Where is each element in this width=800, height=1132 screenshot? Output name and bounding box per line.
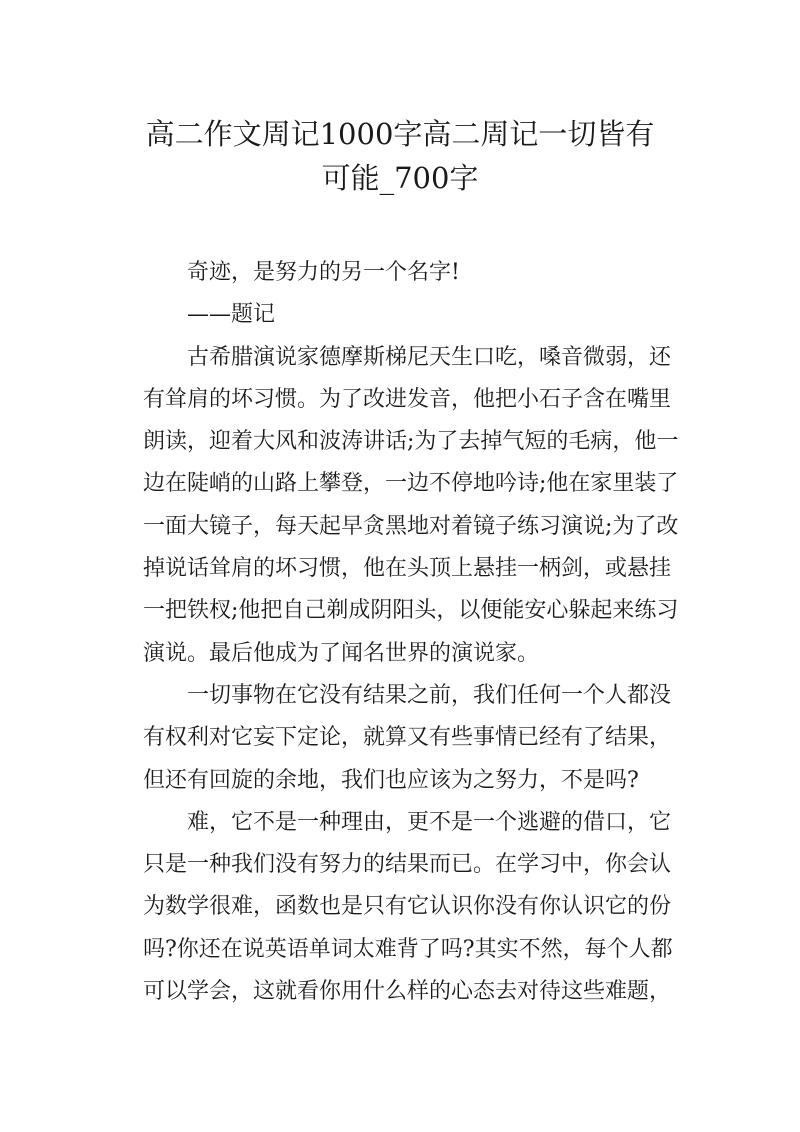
- paragraph-line: 朗读，迎着大风和波涛讲话;为了去掉气短的毛病，他一: [143, 429, 679, 455]
- paragraph-line: 难，它不是一种理由，更不是一个逃避的借口，它: [187, 809, 672, 835]
- paragraph-line: 为数学很难，函数也是只有它认识你没有你认识它的份: [143, 894, 672, 920]
- paragraph: [143, 802, 673, 1013]
- epigraph: 奇迹，是努力的另一个名字!: [187, 260, 460, 285]
- epigraph-source: ——题记: [187, 302, 276, 328]
- paragraph-line: 边在陡峭的山路上攀登，一边不停地吟诗;他在家里装了: [143, 471, 679, 497]
- paragraph-line: 演说。最后他成为了闻名世界的演说家。: [143, 640, 540, 666]
- document-body: [143, 252, 679, 1013]
- paragraph-line: 古希腊演说家德摩斯梯尼天生口吃，嗓音微弱，还: [187, 344, 672, 370]
- paragraph-line: 吗?你还在说英语单词太难背了吗?其实不然，每个人都: [143, 936, 673, 962]
- paragraph-line: 有耸肩的坏习惯。为了改进发音，他把小石子含在嘴里: [143, 386, 672, 412]
- paragraph-line: 一切事物在它没有结果之前，我们任何一个人都没: [187, 682, 672, 708]
- paragraph-line: 可以学会，这就看你用什么样的心态去对待这些难题，: [143, 979, 672, 1005]
- paragraph: [143, 675, 673, 802]
- paragraph-line: 有权利对它妄下定论，就算又有些事情已经有了结果，: [143, 725, 672, 751]
- paragraph-line: 掉说话耸肩的坏习惯，他在头顶上悬挂一柄剑，或悬挂: [143, 556, 672, 582]
- title-line: 高二作文周记1000字高二周记一切皆有: [145, 117, 655, 151]
- document-title: [130, 112, 670, 200]
- title-line: 可能_700字: [321, 161, 479, 195]
- paragraph-line: 一把铁杈;他把自己剃成阴阳头，以便能安心躲起来练习: [143, 598, 679, 624]
- paragraph-line: 但还有回旋的余地，我们也应该为之努力，不是吗?: [143, 767, 639, 793]
- paragraph: [143, 337, 679, 675]
- paragraph-line: 只是一种我们没有努力的结果而已。在学习中，你会认: [143, 852, 672, 878]
- paragraph-line: 一面大镜子，每天起早贪黑地对着镜子练习演说;为了改: [143, 513, 679, 539]
